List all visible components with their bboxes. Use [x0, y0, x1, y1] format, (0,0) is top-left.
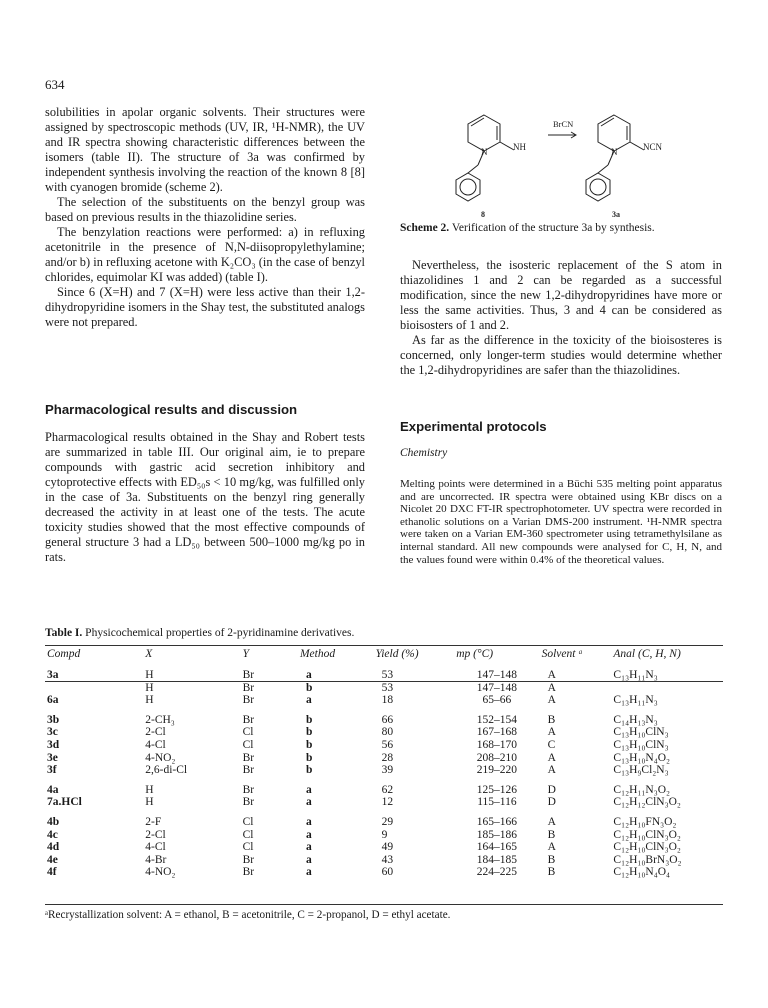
table-cell: C₁₃H₉Cl₂N₃ [613, 764, 669, 777]
table-row [45, 854, 723, 867]
table-row [45, 829, 723, 842]
table-cell: 2-Cl [145, 828, 166, 841]
table-cell: 39 [381, 764, 394, 777]
table-cell: A [547, 751, 556, 764]
section-heading: Pharmacological results and discussion [45, 402, 298, 417]
table-cell: 12 [381, 796, 394, 809]
paragraph: Nevertheless, the isosteric replacement of the S atom in thiazolidines 1 and 2 can be regarded as a successful modification, since the new 1,2-dihydropyridines have more or less the same activities. Thus, 3 and 4 can be considered as bioisosters of 1 and 2. [400, 258, 722, 332]
table-cell: Cl [242, 841, 254, 854]
table-cell: 62 [381, 783, 394, 796]
pyridine-ring [468, 115, 500, 151]
paragraph-text: Pharmacological results obtained in the Shay and Robert tests are summarized in table III. Our original aim, ie to prepare compounds with gastric acid secretion inhibitory and cytoprotective effects with ED₅₀s < 10 mg/kg, was fulfilled only in the case of 3a. Substituents on the benzyl ring generally decreased the activity in at least one of the tests. The acute toxicity studies showed that the most effective compounds of general structure 3 had a LD₅₀ between 500–1000 mg/kg po in rats. [45, 430, 365, 564]
table-cell: 49 [381, 841, 394, 854]
table-header-row [45, 647, 723, 662]
table-row [45, 841, 723, 854]
table-cell: 3d [47, 738, 60, 751]
table-cell: Br [242, 796, 255, 809]
table-cell: a [305, 853, 312, 866]
table-cell: b [305, 713, 313, 726]
table-cell: a [305, 866, 312, 879]
table-cell: B [547, 853, 556, 866]
column-header: Anal (C, H, N) [613, 648, 681, 660]
table-cell: b [305, 738, 313, 751]
table-cell: b [305, 726, 313, 739]
table-cell: Cl [242, 738, 254, 751]
paragraph: Since 6 (X=H) and 7 (X=H) were less active than their 1,2-dihydropyridine isomers in the Shay test, the substituted analogs were not prepared. [45, 285, 365, 329]
table-cell: b [305, 751, 313, 764]
table-cell: 2-F [145, 815, 162, 828]
paragraph: Melting points were determined in a Büchi 535 melting point apparatus and are uncorrected. IR spectra were obtained using KBr discs on a Nicolet 20 DXC FT-IR spectrophotometer. UV spectra were recorded in ethanolic solutions on a Varian DMS-200 instrument. ¹H-NMR spectra were taken on a Varian EM-360 spectrometer using tetramethylsilane as internal standard. All new compounds were analysed for C, H, N, and the values found were within 0.4% of the theoretical values. [400, 478, 722, 566]
ch2-bond [598, 165, 608, 173]
row-spacer [45, 777, 723, 784]
table-cell: C₁₂H₁₀BrN₃O₂ [613, 853, 682, 866]
table-cell: 4-NO₂ [145, 866, 176, 879]
table-cell: 28 [381, 751, 394, 764]
table-cell: 80 [381, 726, 394, 739]
table-cell: a [305, 669, 312, 681]
table-cell: 4d [47, 841, 60, 854]
paragraph: solubilities in apolar organic solvents. Their structures were assigned by spectroscopic methods (UV, IR, ¹H-NMR), the UV and IR spectra showing characteristic differences between the isomers (table II). The structure of 3a was confirmed by independent synthesis involving the reaction of the known 8 [8] with cyanogen bromide (scheme 2). [45, 105, 365, 194]
table-cell: Br [242, 751, 255, 764]
table-cell [45, 682, 143, 695]
table-cell: 53 [381, 669, 394, 681]
table-cell: a [305, 783, 312, 796]
table-cell: A [547, 694, 556, 707]
table-cell: 9 [381, 828, 388, 841]
table-cell: A [547, 764, 556, 777]
table-cell: 2-CH₃ [145, 713, 175, 726]
table-row [45, 694, 723, 707]
table-cell: a [305, 828, 312, 841]
table-cell: Br [242, 866, 255, 879]
table-row [45, 752, 723, 765]
table-cell: 168–170 [476, 738, 518, 751]
table-cell: A [547, 841, 556, 854]
table-cell [611, 682, 723, 695]
row-spacer [45, 662, 723, 669]
table-cell: 29 [381, 815, 394, 828]
table-cell: 224–225 [476, 866, 518, 879]
paragraph [45, 430, 365, 565]
table-cell: 43 [381, 853, 394, 866]
table-body [45, 662, 723, 879]
table-cell: Br [242, 713, 255, 726]
aromatic-circle [590, 179, 606, 195]
table-cell: 125–126 [476, 783, 518, 796]
table-cell: 53 [381, 681, 394, 694]
table-rule [45, 904, 723, 905]
table-row [45, 866, 723, 879]
column-header: Yield (%) [375, 648, 419, 660]
left-column [45, 105, 365, 330]
table-cell: Br [242, 764, 255, 777]
table-cell: Br [242, 853, 255, 866]
table-cell: 147–148 [476, 681, 518, 694]
ch2-bond [468, 165, 478, 173]
caption-text: Physicochemical properties of 2-pyridinamine derivatives. [82, 627, 355, 639]
table-cell: a [305, 694, 312, 707]
table-cell: C₁₂H₁₁N₃O₂ [613, 783, 671, 796]
table-cell: 4-Br [145, 853, 167, 866]
paragraph: As far as the difference in the toxicity of the bioisosteres is concerned, only longer-term studies would determine whether the 1,2-dihydropyridines are safer than the thiazolidines. [400, 333, 722, 377]
table-cell: 4-Cl [145, 738, 166, 751]
table-cell: C₁₂H₁₀ClN₃O₂ [613, 828, 681, 841]
subsection-heading: Chemistry [400, 447, 448, 459]
table-cell: 4c [47, 828, 58, 841]
table-cell: C₁₄H₁₃N₃ [613, 713, 658, 726]
table-cell: 3e [47, 751, 58, 764]
table-cell: Cl [242, 815, 254, 828]
data-table [45, 647, 723, 879]
table-cell: 4b [47, 815, 60, 828]
nh-bond [500, 142, 514, 150]
table-cell: 3c [47, 726, 58, 739]
table-cell: 3f [47, 764, 57, 777]
table-cell: 3a [47, 669, 59, 681]
table-cell: a [305, 796, 312, 809]
table-row [45, 682, 723, 695]
scheme-caption [400, 222, 722, 234]
table-cell: 4e [47, 853, 58, 866]
table-row [45, 669, 723, 682]
table-row [45, 796, 723, 809]
table-cell: Br [242, 669, 255, 681]
table-cell: b [305, 764, 313, 777]
table-cell: 147–148 [476, 669, 518, 681]
table-cell: H [145, 783, 154, 796]
table-cell: H [145, 681, 154, 694]
table-cell: 56 [381, 738, 394, 751]
table-cell: H [145, 796, 154, 809]
column-header: mp (°C) [456, 648, 494, 660]
table-cell: C₁₂H₁₀ClN₃O₂ [613, 841, 681, 854]
table-cell: C₁₂H₁₀FN₃O₂ [613, 815, 677, 828]
table-caption [45, 627, 354, 639]
table-cell: 152–154 [476, 713, 518, 726]
table-cell: C₁₂H₁₂ClN₃O₂ [613, 796, 681, 809]
column-header: X [145, 648, 153, 660]
table-cell: C₁₃H₁₀ClN₃ [613, 738, 669, 751]
table-row [45, 714, 723, 727]
table-row [45, 816, 723, 829]
table-cell: 4-NO₂ [145, 751, 176, 764]
table-row [45, 784, 723, 797]
column-header: Method [299, 648, 336, 660]
table-cell: 165–166 [476, 815, 518, 828]
column-header: Solvent ᵃ [541, 648, 583, 660]
table-cell: 4-Cl [145, 841, 166, 854]
section-heading: Experimental protocols [400, 419, 547, 434]
paragraph: The benzylation reactions were performed: a) in refluxing acetonitrile in the presence of N,N-diisopropylethylamine; and/or b) in refluxing acetone with K₂CO₃ (in the case of benzyl chlorides, equimolar KI was added) (table I). [45, 225, 365, 284]
table-cell: 6a [47, 694, 59, 707]
table-cell: 164–165 [476, 841, 518, 854]
table-cell: D [547, 783, 556, 796]
atom-label: NCN [643, 142, 663, 152]
table-cell: 208–210 [476, 751, 518, 764]
atom-label: N [611, 147, 618, 157]
table-footnote: ᵃRecrystallization solvent: A = ethanol, B = acetonitrile, C = 2-propanol, D = ethyl acetate. [45, 909, 451, 921]
table-cell: Cl [242, 828, 254, 841]
table-cell: 2-Cl [145, 726, 166, 739]
atom-label: N [481, 147, 488, 157]
table-cell: C [547, 738, 556, 751]
table-cell: D [547, 796, 556, 809]
ncn-bond [630, 142, 644, 150]
table-cell: C₁₂H₁₀N₄O₄ [613, 866, 671, 879]
table-cell: 219–220 [476, 764, 518, 777]
table-cell: 167–168 [476, 726, 518, 739]
caption-label: Table I. [45, 627, 83, 639]
paragraph: The selection of the substituents on the benzyl group was based on previous results in the thiazolidine series. [45, 195, 365, 224]
table-cell: 4a [47, 783, 59, 796]
pyridine-ring [598, 115, 630, 151]
table-cell: 7a.HCl [47, 796, 82, 809]
table-cell: A [547, 669, 556, 681]
table-cell: 18 [381, 694, 394, 707]
table-cell: B [547, 713, 556, 726]
table-cell: b [305, 681, 313, 694]
table-cell: A [547, 726, 556, 739]
scheme-drawing [400, 105, 722, 223]
aromatic-circle [460, 179, 476, 195]
compound-label: 8 [481, 210, 485, 219]
table-row [45, 739, 723, 752]
table-cell: H [145, 669, 154, 681]
table-cell: A [547, 681, 556, 694]
table-cell: B [547, 866, 556, 879]
table-cell: 4f [47, 866, 57, 879]
caption-label: Scheme 2. [400, 222, 450, 234]
table-cell: 66 [381, 713, 394, 726]
table-cell: C₁₃H₁₀N₄O₂ [613, 751, 671, 764]
table-cell: 185–186 [476, 828, 518, 841]
table-cell: 65–66 [482, 694, 512, 707]
atom-label: NH [513, 142, 526, 152]
table-cell: Br [242, 694, 255, 707]
table-rule [45, 645, 723, 646]
page-number: 634 [45, 77, 65, 92]
table-cell: 60 [381, 866, 394, 879]
table-cell: Cl [242, 726, 254, 739]
table-cell: Br [242, 783, 255, 796]
column-header: Y [242, 648, 250, 660]
reagent-label: BrCN [553, 119, 574, 129]
row-spacer [45, 707, 723, 714]
table-cell: A [547, 815, 556, 828]
compound-label: 3a [612, 210, 620, 219]
table-cell: C₁₃H₁₀ClN₃ [613, 726, 669, 739]
table-cell: C₁₃H₁₁N₃ [613, 669, 658, 681]
table-cell: a [305, 815, 312, 828]
table-cell: 115–116 [477, 796, 517, 809]
column-header: Compd [47, 648, 81, 660]
table-cell: 3b [47, 713, 60, 726]
right-column [400, 258, 722, 378]
caption-text: Verification of the structure 3a by synthesis. [449, 222, 655, 234]
table-cell: 2,6-di-Cl [145, 764, 188, 777]
table-cell: C₁₃H₁₁N₃ [613, 694, 658, 707]
table-row [45, 764, 723, 777]
table-cell: a [305, 841, 312, 854]
table-cell: H [145, 694, 154, 707]
table-cell: B [547, 828, 556, 841]
row-spacer [45, 809, 723, 816]
table-cell: Br [242, 681, 255, 694]
table-row [45, 726, 723, 739]
table-cell: 184–185 [476, 853, 518, 866]
